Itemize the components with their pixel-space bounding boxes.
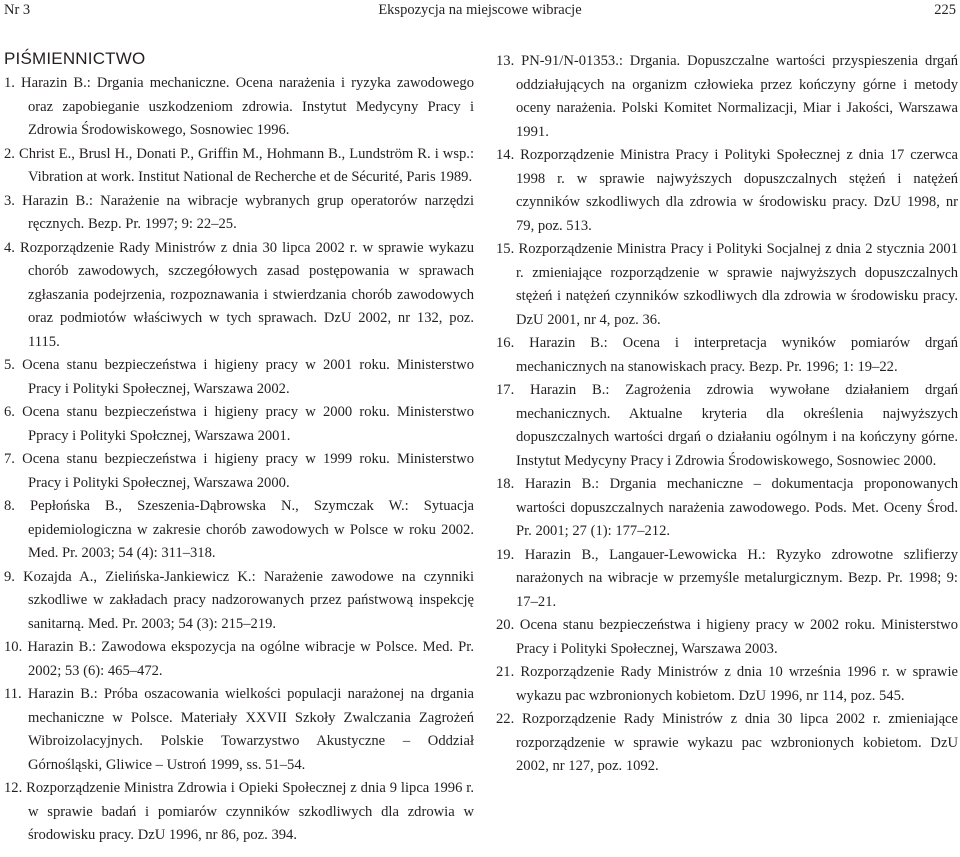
reference-item: 2. Christ E., Brusl H., Donati P., Griffin M., Hohmann B., Lundström R. i wsp.: Vibration at work. Institut National de Recherche et de Sécurité, Paris 1989. (4, 145, 474, 185)
reference-list-left (4, 72, 474, 848)
running-title: Ekspozycja na miejscowe wibracje (378, 2, 582, 18)
reference-item: 10. Harazin B.: Zawodowa ekspozycja na ogólne wibracje w Polsce. Med. Pr. 2002; 53 (6): 465–472. (4, 639, 474, 679)
reference-item: 5. Ocena stanu bezpieczeństwa i higieny pracy w 2001 roku. Ministerstwo Pracy i Polityki Społecznej, Warszawa 2002. (4, 357, 474, 397)
reference-item: 14. Rozporządzenie Ministra Pracy i Polityki Społecznej z dnia 17 czerwca 1998 r. w sprawie najwyższych dopuszczalnych stężeń i natężeń czynników szkodliwych dla zdrowia w środowisku pracy. DzU 1998, nr 79, poz. 513. (496, 147, 958, 234)
page-number: 225 (934, 2, 956, 18)
reference-item: 3. Harazin B.: Narażenie na wibracje wybranych grup operatorów narzędzi ręcznych. Bezp. Pr. 1997; 9: 22–25. (4, 192, 474, 232)
reference-list-right (496, 50, 958, 779)
right-column (496, 50, 958, 779)
reference-item: 17. Harazin B.: Zagrożenia zdrowia wywołane działaniem drgań mechanicznych. Aktualne kryteria dla określenia najwyższych dopuszczalnych wartości drgań o działaniu ogólnym i na kończyny górne. Instytut Medycyny Pracy i Zdrowia Środowiskowego, Sosnowiec 2000. (496, 382, 958, 469)
reference-item: 16. Harazin B.: Ocena i interpretacja wyników pomiarów drgań mechanicznych na stanowiskach pracy. Bezp. Pr. 1996; 1: 19–22. (496, 335, 958, 375)
reference-item: 1. Harazin B.: Drgania mechaniczne. Ocena narażenia i ryzyka zawodowego oraz zapobieganie uszkodzeniom zdrowia. Instytut Medycyny Pracy i Zdrowia Środowiskowego, Sosnowiec 1996. (4, 75, 474, 138)
reference-item: 8. Pepłońska B., Szeszenia-Dąbrowska N., Szymczak W.: Sytuacja epidemiologiczna w zakresie chorób zawodowych w Polsce w roku 2002. Med. Pr. 2003; 54 (4): 311–318. (4, 498, 474, 561)
reference-item: 9. Kozajda A., Zielińska-Jankiewicz K.: Narażenie zawodowe na czynniki szkodliwe w zakładach pracy nadzorowanych przez państwową inspekcję sanitarną. Med. Pr. 2003; 54 (3): 215–219. (4, 568, 474, 632)
reference-item: 12. Rozporządzenie Ministra Zdrowia i Opieki Społecznej z dnia 9 lipca 1996 r. w sprawie badań i pomiarów czynników szkodliwych dla zdrowia w środowisku pracy. DzU 1996, nr 86, poz. 394. (4, 780, 474, 843)
reference-item: 11. Harazin B.: Próba oszacowania wielkości populacji narażonej na drgania mechaniczne w Polsce. Materiały XXVII Szkoły Zwalczania Zagrożeń Wibroizolacyjnych. Polskie Towarzystwo Akustyczne – Oddział Górnośląski, Gliwice – Ustroń 1999, ss. 51–54. (4, 686, 474, 773)
reference-item: 18. Harazin B.: Drgania mechaniczne – dokumentacja proponowanych wartości dopuszczalnych narażenia zawodowego. Pods. Met. Oceny Środ. Pr. 2001; 27 (1): 177–212. (496, 476, 958, 539)
left-column (4, 48, 474, 848)
reference-item: 21. Rozporządzenie Rady Ministrów z dnia 10 września 1996 r. w sprawie wykazu pac wzbronionych kobietom. DzU 1996, nr 114, poz. 545. (496, 664, 958, 704)
reference-item: 4. Rozporządzenie Rady Ministrów z dnia 30 lipca 2002 r. w sprawie wykazu chorób zawodowych, szczegółowych zasad postępowania w sprawach zgłaszania podejrzenia, rozpoznawania i stwierdzania chorób zawodowych oraz podmiotów właściwych w tych sprawach. DzU 2002, nr 132, poz. 1115. (4, 239, 474, 350)
reference-item: 13. PN-91/N-01353.: Drgania. Dopuszczalne wartości przyspieszenia drgań oddziałujących na organizm człowieka przez kończyny górne i metody oceny narażenia. Polski Komitet Normalizacji, Miar i Jakości, Warszawa 1991. (496, 53, 958, 140)
issue-number: Nr 3 (4, 2, 31, 18)
reference-item: 15. Rozporządzenie Ministra Pracy i Polityki Socjalnej z dnia 2 stycznia 2001 r. zmieniające rozporządzenie w sprawie najwyższych dopuszczalnych stężeń i natężeń czynników szkodliwych dla zdrowia w środowisku pracy. DzU 2001, nr 4, poz. 36. (496, 241, 958, 328)
reference-item: 19. Harazin B., Langauer-Lewowicka H.: Ryzyko zdrowotne szlifierzy narażonych na wibracje w przemyśle metalurgicznym. Bezp. Pr. 1998; 9: 17–21. (496, 546, 958, 610)
reference-item: 20. Ocena stanu bezpieczeństwa i higieny pracy w 2002 roku. Ministerstwo Pracy i Polityki Społecznej, Warszawa 2003. (496, 617, 958, 657)
section-title: PIŚMIENNICTWO (4, 49, 146, 68)
reference-item: 7. Ocena stanu bezpieczeństwa i higieny pracy w 1999 roku. Ministerstwo Pracy i Polityki Społecznej, Warszawa 2000. (4, 451, 474, 491)
page-header (0, 0, 960, 20)
reference-item: 22. Rozporządzenie Rady Ministrów z dnia 30 lipca 2002 r. zmieniające rozporządzenie w sprawie wykazu pac wzbronionych kobietom. DzU 2002, nr 127, poz. 1092. (496, 711, 958, 774)
reference-item: 6. Ocena stanu bezpieczeństwa i higieny pracy w 2000 roku. Ministerstwo Ppracy i Polityki Społcznej, Warszawa 2001. (4, 404, 474, 444)
